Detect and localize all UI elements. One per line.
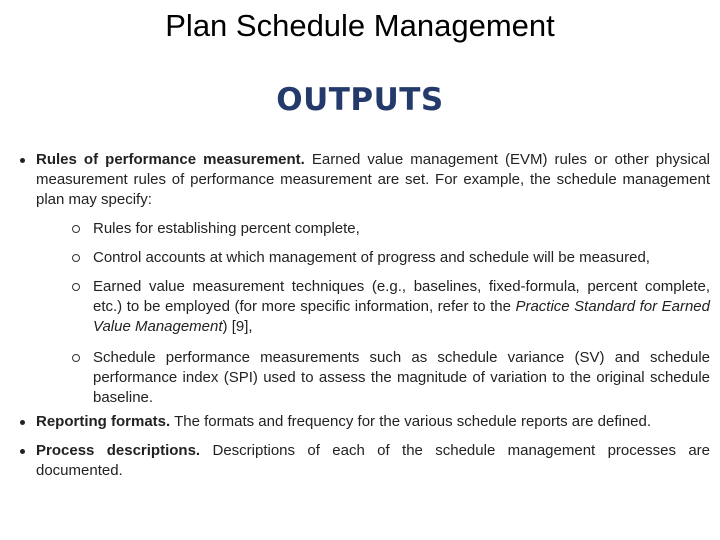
bullet-text: Earned value management (EVM) rules or other physical measurement rules of performance measurement are set. For example, the schedule management plan may specify: (36, 151, 710, 208)
sub-item-percent-complete (18, 219, 710, 239)
sub-item-text-end: ) [9], (222, 318, 253, 335)
bullet-term: Process descriptions. (36, 442, 201, 459)
sub-item-control-accounts (18, 248, 710, 268)
bullet-icon (20, 449, 25, 454)
bullet-term: Reporting formats. (36, 413, 171, 430)
sub-item-reference-title: Practice Standard for Earned Value Management (93, 298, 710, 335)
bullet-term: Rules of performance measurement. (36, 151, 305, 168)
slide-title: Plan Schedule Management (165, 8, 555, 43)
sub-item-text: Rules for establishing percent complete, (93, 220, 360, 237)
sub-item-performance-measurements (18, 348, 710, 408)
sub-item-text-start: Earned value measurement techniques (e.g., baselines, fixed-formula, percent complete, etc.) to be employed (for more specific information, refer to the (93, 278, 710, 315)
circle-bullet-icon (72, 283, 80, 291)
bullet-text: Descriptions of each of the schedule management processes are documented. (36, 442, 710, 479)
bullet-rules-of-performance (18, 150, 710, 210)
sub-item-ev-techniques (18, 277, 710, 337)
bullet-process-descriptions (18, 441, 710, 481)
circle-bullet-icon (72, 225, 80, 233)
bullet-icon (20, 420, 25, 425)
sub-list (18, 219, 710, 408)
sub-item-text: Control accounts at which management of progress and schedule will be measured, (93, 249, 650, 266)
section-heading: OUTPUTS (276, 82, 444, 118)
bullet-reporting-formats (18, 412, 710, 432)
sub-item-text: Schedule performance measurements such as schedule variance (SV) and schedule performance index (SPI) used to assess the magnitude of variation to the original schedule baseline. (93, 349, 710, 406)
slide-content (18, 150, 710, 481)
circle-bullet-icon (72, 254, 80, 262)
circle-bullet-icon (72, 354, 80, 362)
bullet-text: The formats and frequency for the various schedule reports are defined. (174, 413, 652, 430)
bullet-icon (20, 158, 25, 163)
